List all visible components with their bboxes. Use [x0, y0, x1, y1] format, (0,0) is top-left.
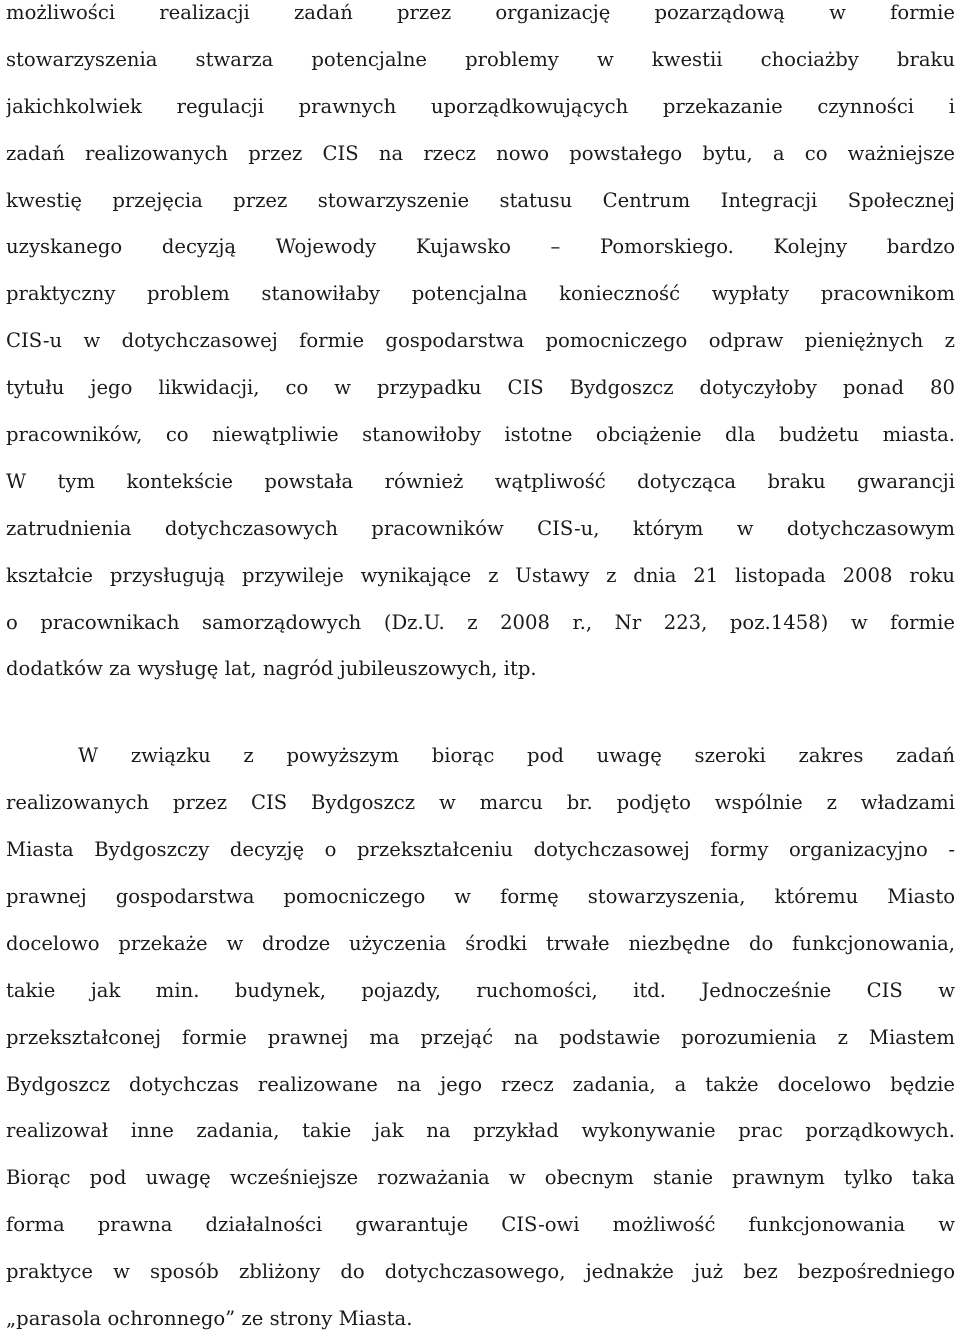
text-line: praktyce w sposób zbliżony do dotychczasowego, jednakże już bez bezpośredniego: [6, 1260, 955, 1284]
document-page: [6, 0, 955, 1343]
text-line: prawnej gospodarstwa pomocniczego w formę stowarzyszenia, któremu Miasto: [6, 885, 955, 909]
paragraph-spacer: [6, 693, 955, 733]
text-line: Bydgoszcz dotychczas realizowane na jego rzecz zadania, a także docelowo będzie: [6, 1072, 955, 1096]
text-line: forma prawna działalności gwarantuje CIS-owi możliwość funkcjonowania w: [6, 1213, 955, 1237]
text-line: takie jak min. budynek, pojazdy, ruchomości, itd. Jednocześnie CIS w: [6, 978, 955, 1002]
text-line: uzyskanego decyzją Wojewody Kujawsko – Pomorskiego. Kolejny bardzo: [6, 235, 955, 259]
text-line: jakichkolwiek regulacji prawnych uporządkowujących przekazanie czynności i: [6, 94, 955, 118]
paragraph-1: [6, 0, 955, 693]
text-line: zadań realizowanych przez CIS na rzecz nowo powstałego bytu, a co ważniejsze: [6, 141, 955, 165]
text-line: pracowników, co niewątpliwie stanowiłoby istotne obciążenie dla budżetu miasta.: [6, 423, 955, 447]
text-line: Biorąc pod uwagę wcześniejsze rozważania w obecnym stanie prawnym tylko taka: [6, 1166, 955, 1190]
text-line: możliwości realizacji zadań przez organizację pozarządową w formie: [6, 1, 955, 24]
text-line: W tym kontekście powstała również wątpliwość dotycząca braku gwarancji: [6, 469, 955, 493]
text-line: o pracownikach samorządowych (Dz.U. z 2008 r., Nr 223, poz.1458) w formie: [6, 610, 955, 634]
text-line: CIS-u w dotychczasowej formie gospodarstwa pomocniczego odpraw pieniężnych z: [6, 329, 955, 353]
text-line: stowarzyszenia stwarza potencjalne problemy w kwestii chociażby braku: [6, 47, 955, 71]
text-line: Miasta Bydgoszczy decyzję o przekształceniu dotychczasowej formy organizacyjno -: [6, 838, 955, 862]
text-line: kwestię przejęcia przez stowarzyszenie statusu Centrum Integracji Społecznej: [6, 188, 955, 212]
text-line: docelowo przekaże w drodze użyczenia środki trwałe niezbędne do funkcjonowania,: [6, 931, 955, 955]
text-line: zatrudnienia dotychczasowych pracowników CIS-u, którym w dotychczasowym: [6, 516, 955, 540]
text-line: realizował inne zadania, takie jak na przykład wykonywanie prac porządkowych.: [6, 1119, 955, 1143]
text-line: realizowanych przez CIS Bydgoszcz w marcu br. podjęto wspólnie z władzami: [6, 791, 955, 815]
text-line: kształcie przysługują przywileje wynikające z Ustawy z dnia 21 listopada 2008 roku: [6, 563, 955, 587]
paragraph-2: [6, 733, 955, 1343]
text-line: praktyczny problem stanowiłaby potencjalna konieczność wypłaty pracownikom: [6, 282, 955, 306]
text-line: tytułu jego likwidacji, co w przypadku CIS Bydgoszcz dotyczyłoby ponad 80: [6, 376, 955, 400]
text-line: „parasola ochronnego” ze strony Miasta.: [6, 1307, 413, 1331]
text-line: przekształconej formie prawnej ma przejąć na podstawie porozumienia z Miastem: [6, 1025, 955, 1049]
text-line: dodatków za wysługę lat, nagród jubileuszowych, itp.: [6, 657, 537, 681]
text-line: W związku z powyższym biorąc pod uwagę szeroki zakres zadań: [78, 744, 955, 768]
